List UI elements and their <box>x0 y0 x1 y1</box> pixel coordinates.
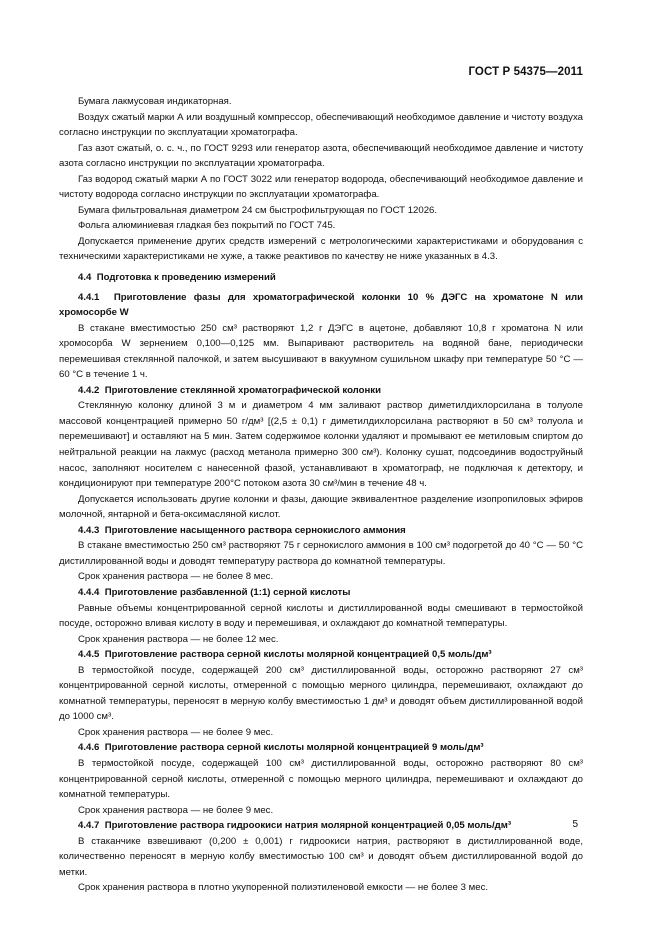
paragraph: Бумага лакмусовая индикаторная. <box>78 96 232 107</box>
document-code: ГОСТ Р 54375—2011 <box>468 66 583 78</box>
subsection-number: 4.4.6 <box>78 742 100 754</box>
paragraph: Фольга алюминиевая гладкая без покрытий по ГОСТ 745. <box>78 220 336 232</box>
storage-note: Срок хранения раствора — не более 9 мес. <box>78 804 274 816</box>
paragraph: Газ водород сжатый марки А по ГОСТ 3022 или генератор водорода, обеспечивающий необходимое давление и чистоту водорода согласно инструкции по эксплуатации хроматографа. <box>59 173 583 201</box>
subsection-heading <box>59 647 583 663</box>
paragraph: Стеклянную колонку длиной 3 м и диаметром 4 мм заливают раствор диметилдихлорсилана в толуоле массовой концентрацией примерно 50 г/дм³ [(2,5 ± 0,1) г диметилдихлорсилана растворяют в 50 см³ толуола и перемешивают] и оставляют на 5 мин. Затем содержимое колонки удаляют и промывают ее метиловым спиртом до нейтральной реакции на лакмус (расход метанола примерно 300 см³). Колонку сушат, подсоединив водоструйный насос, заполняют носителем с нанесенной фазой, устанавливают в хроматограф, не подключая к детектору, и кондиционируют при температуре 200°С потоком азота 30 см³/мин в течение 48 ч. <box>59 400 583 490</box>
subsection-heading <box>59 290 583 321</box>
paragraph: В стаканчике взвешивают (0,200 ± 0,001) г гидроокиси натрия, растворяют в дистиллированной воде, количественно переносят в мерную колбу вместимостью 100 см³ и доводят объем дистиллированной водой до метки. <box>59 835 583 878</box>
subsection-heading <box>59 585 583 601</box>
subsection-title: Приготовление раствора серной кислоты молярной концентрацией 9 моль/дм³ <box>104 742 484 754</box>
paragraph: Допускается применение других средств измерений с метрологическими характеристиками и оборудования с техническими характеристиками не хуже, а также реактивов по качеству не ниже указанных в 4.3. <box>59 235 583 263</box>
subsection-title: Приготовление разбавленной (1:1) серной кислоты <box>104 586 351 598</box>
subsection-number: 4.4.5 <box>78 649 100 661</box>
subsection-title: Приготовление стеклянной хроматографической колонки <box>104 384 382 396</box>
storage-note: Срок хранения раствора — не более 12 мес. <box>78 633 279 645</box>
paragraph: В стакане вместимостью 250 см³ растворяют 75 г сернокислого аммония в 100 см³ подогретой до 40 °С — 50 °С дистиллированной воды и доводят температуру раствора до комнатной температуры. <box>59 540 583 567</box>
subsection-heading <box>59 383 583 399</box>
paragraph: Равные объемы концентрированной серной кислоты и дистиллированной воды смешивают в термостойкой посуде, осторожно вливая кислоту в воду и перемешивая, и охлаждают до комнатной температуры. <box>59 602 583 630</box>
section-number: 4.4 <box>78 272 92 284</box>
subsection-title: Приготовление насыщенного раствора сернокислого аммония <box>104 524 406 536</box>
section-title: Подготовка к проведению измерений <box>96 272 276 284</box>
paragraph: В термостойкой посуде, содержащей 200 см³ дистиллированной воды, осторожно растворяют 27 см³ концентрированной серной кислоты, отмеренной с помощью мерного цилиндра, перемешивают, охлаждают до комнатной температуры, переносят в мерную колбу вместимостью 1 дм³ и доводят объем дистиллированной водой до 1000 см³. <box>59 664 583 723</box>
document-body <box>59 94 583 896</box>
subsection-title: Приготовление раствора гидроокиси натрия молярной концентрацией 0,05 моль/дм³ <box>104 820 512 832</box>
paragraph: В стакане вместимостью 250 см³ растворяют 1,2 г ДЭГС в ацетоне, добавляют 10,8 г хроматона N или хромосорба W зернением 0,100—0,125 мм. Выпаривают растворитель на водяной бане, периодически перемешивая стеклянной палочкой, и затем высушивают в вакуумном сушильном шкафу при температуре 50 °С — 60 °С в течение 1 ч. <box>59 322 583 381</box>
subsection-heading <box>59 523 583 539</box>
subsection-number: 4.4.7 <box>78 820 100 832</box>
subsection-heading <box>59 818 583 834</box>
subsection-heading <box>59 740 583 756</box>
subsection-number: 4.4.4 <box>78 586 100 598</box>
paragraph: Бумага фильтровальная диаметром 24 см быстрофильтрующая по ГОСТ 12026. <box>78 204 438 216</box>
storage-note: Срок хранения раствора в плотно укупоренной полиэтиленовой емкости — не более 3 мес. <box>78 882 489 894</box>
subsection-number: 4.4.3 <box>78 524 100 536</box>
section-heading <box>59 270 583 286</box>
subsection-title: Приготовление раствора серной кислоты молярной концентрацией 0,5 моль/дм³ <box>104 649 492 661</box>
subsection-number: 4.4.1 <box>78 291 100 303</box>
paragraph: Допускается использовать другие колонки и фазы, дающие эквивалентное разделение изопропиловых эфиров молочной, янтарной и бета-оксимасляной кислот. <box>59 493 583 521</box>
subsection-number: 4.4.2 <box>78 384 100 396</box>
subsection-title: Приготовление фазы для хроматографической колонки 10 % ДЭГС на хроматоне N или хромосорбе W <box>59 291 583 319</box>
paragraph: Воздух сжатый марки А или воздушный компрессор, обеспечивающий необходимое давление и чистоту воздуха согласно инструкции по эксплуатации хроматографа. <box>59 111 583 139</box>
storage-note: Срок хранения раствора — не более 8 мес. <box>78 571 274 583</box>
paragraph: Газ азот сжатый, о. с. ч., по ГОСТ 9293 или генератор азота, обеспечивающий необходимое давление и чистоту азота согласно инструкции по эксплуатации хроматографа. <box>59 142 583 170</box>
storage-note: Срок хранения раствора — не более 9 мес. <box>78 726 274 738</box>
paragraph: В термостойкой посуде, содержащей 100 см³ дистиллированной воды, осторожно растворяют 80 см³ концентрированной серной кислоты, отмеренной с помощью мерного цилиндра, перемешивают и охлаждают до комнатной температуры. <box>59 757 583 801</box>
page-number: 5 <box>572 819 578 830</box>
